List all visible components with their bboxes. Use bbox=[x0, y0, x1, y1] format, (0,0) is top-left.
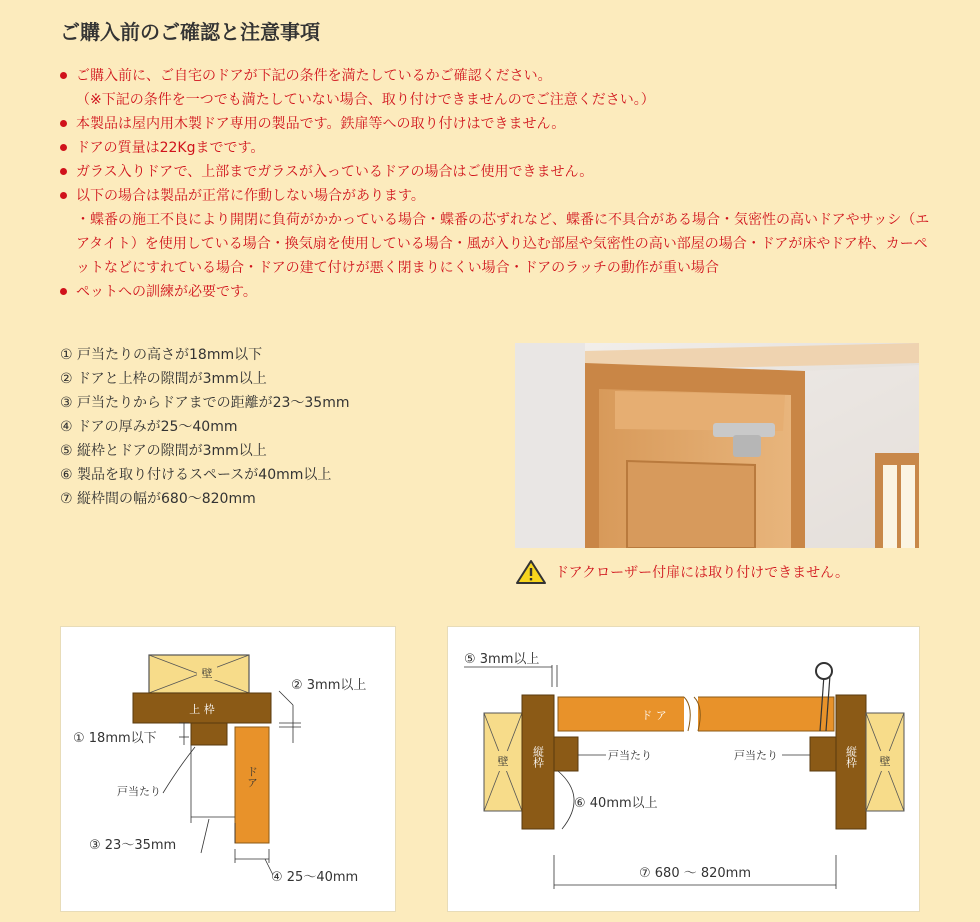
door-stop-label: 戸当たり bbox=[117, 785, 161, 798]
frame-label-right: 縦枠 bbox=[844, 746, 858, 768]
notice-detail: ・蝶番の施工不良により開閉に負荷がかかっている場合・蝶番の芯ずれなど、蝶番に不具合がある場合・気密性の高いドアやサッシ（エアタイト）を使用している場合・換気扇を使用している場合・風が入り込む部屋や気密性の高い部屋の場合・ドアが床やドア枠、カーペットなどにすれている場合・ドアの建て付けが悪く閉まりにくい場合・ドアのラッチの動作が重い場合 bbox=[76, 212, 930, 276]
list-item: ⑦ 縦枠間の幅が680〜820mm bbox=[60, 491, 256, 507]
dim-label-1: ① 18mm以下 bbox=[73, 731, 157, 746]
diagram-plan-section bbox=[447, 626, 920, 912]
notice-sub: （※下記の条件を一つでも満たしていない場合、取り付けできませんのでご注意ください。） bbox=[76, 92, 655, 108]
notice-text: ドアの質量は22Kgまでです。 bbox=[76, 140, 265, 156]
door-closer-photo bbox=[515, 343, 919, 548]
hinge-icon bbox=[816, 663, 832, 679]
warning-text: ドアクローザー付扉には取り付けできません。 bbox=[555, 565, 849, 581]
list-item: ⑥ 製品を取り付けるスペースが40mm以上 bbox=[60, 467, 332, 483]
notice-text: ご購入前に、ご自宅のドアが下記の条件を満たしているかご確認ください。 bbox=[76, 68, 552, 84]
dim-label-7: ⑦ 680 ～ 820mm bbox=[638, 866, 752, 881]
warning-note bbox=[515, 559, 849, 585]
notice-text: ガラス入りドアで、上部までガラスが入っているドアの場合はご使用できません。 bbox=[76, 164, 594, 180]
list-item: ② ドアと上枠の隙間が3mm以上 bbox=[60, 371, 267, 387]
list-item bbox=[60, 112, 930, 136]
door-stop-label-left: 戸当たり bbox=[608, 749, 652, 762]
frame-label-left: 縦枠 bbox=[531, 746, 545, 768]
list-item: ① 戸当たりの高さが18mm以下 bbox=[60, 347, 263, 363]
notice-list bbox=[60, 64, 930, 304]
dim-label-5: ⑤ 3mm以上 bbox=[464, 652, 540, 667]
door-label-plan: ド ア bbox=[641, 709, 667, 722]
list-item bbox=[60, 160, 930, 184]
list-item bbox=[60, 184, 930, 280]
notice-text: ペットへの訓練が必要です。 bbox=[76, 284, 257, 300]
list-item bbox=[60, 280, 930, 304]
door-stop-label-right: 戸当たり bbox=[734, 749, 778, 762]
notice-text: 本製品は屋内用木製ドア専用の製品です。鉄扉等への取り付けはできません。 bbox=[76, 116, 566, 132]
dim-label-6: ⑥ 40mm以上 bbox=[574, 796, 658, 811]
wall-label: 壁 bbox=[201, 667, 213, 680]
diagram-top-section bbox=[60, 626, 396, 912]
dim-label-2: ② 3mm以上 bbox=[291, 678, 367, 693]
notice-text: 以下の場合は製品が正常に作動しない場合があります。 bbox=[76, 188, 425, 204]
list-item: ④ ドアの厚みが25〜40mm bbox=[60, 419, 238, 435]
dim-label-3: ③ 23〜35mm bbox=[89, 838, 177, 853]
list-item bbox=[60, 64, 930, 112]
condition-list bbox=[60, 343, 349, 511]
list-item bbox=[60, 136, 930, 160]
warning-icon bbox=[515, 559, 547, 585]
list-item: ⑤ 縦枠とドアの隙間が3mm以上 bbox=[60, 443, 267, 459]
dim-label-4: ④ 25〜40mm bbox=[271, 870, 359, 885]
door-label: ドア bbox=[245, 766, 259, 788]
page-title: ご購入前のご確認と注意事項 bbox=[60, 20, 320, 44]
wall-label-left: 壁 bbox=[497, 755, 509, 768]
wall-label-right: 壁 bbox=[879, 755, 891, 768]
list-item: ③ 戸当たりからドアまでの距離が23〜35mm bbox=[60, 395, 350, 411]
top-frame-label: 上 枠 bbox=[189, 703, 215, 716]
door-stop bbox=[191, 723, 227, 745]
